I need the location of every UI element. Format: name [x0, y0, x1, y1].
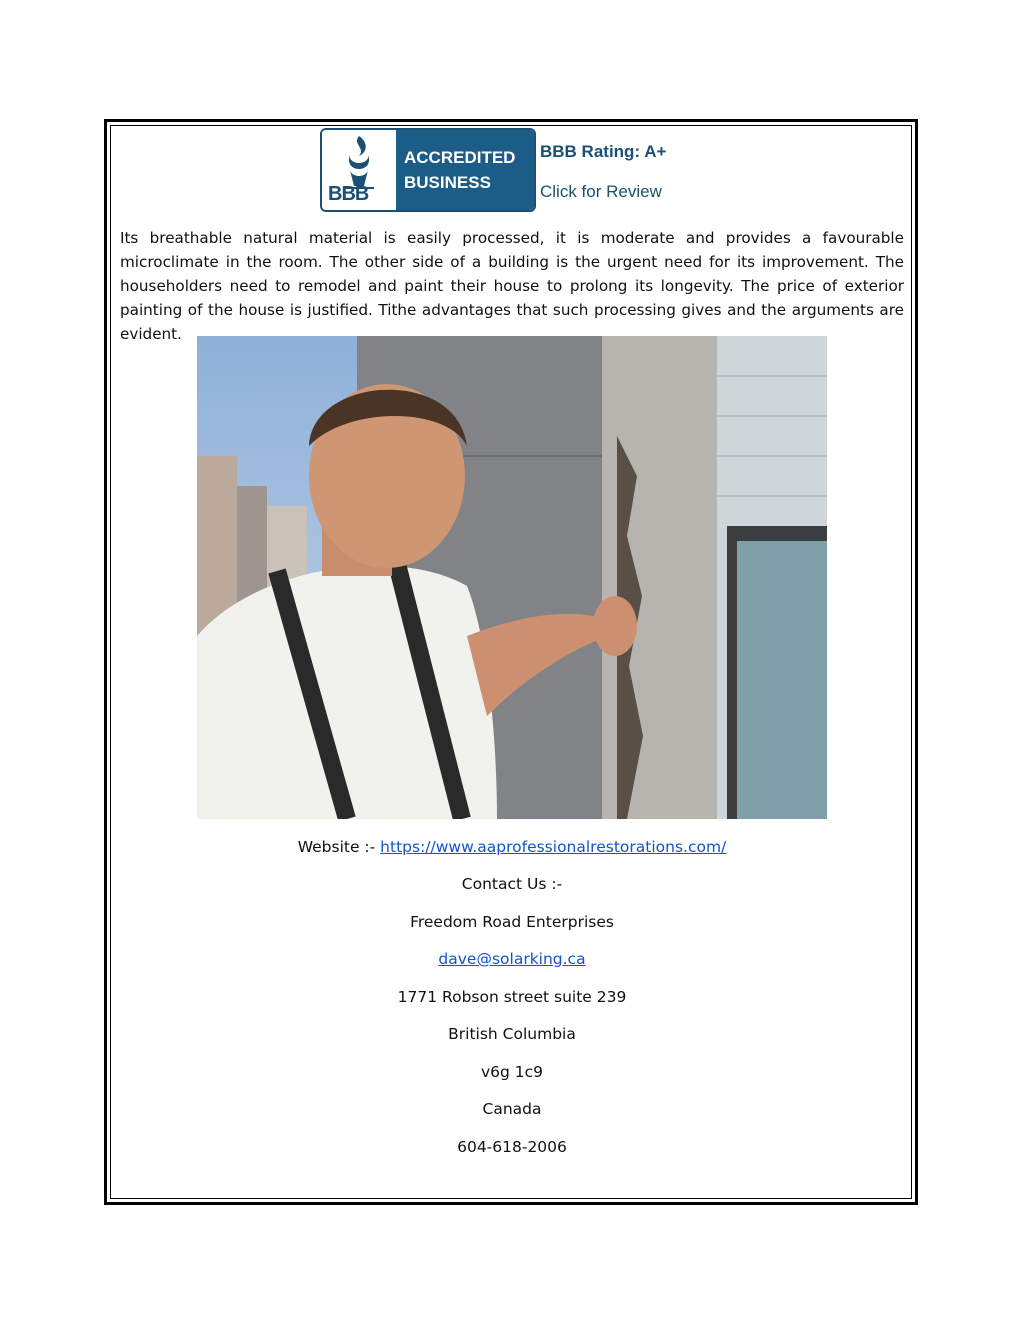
- email-line: [112, 949, 912, 969]
- bbb-logo-text: BBB: [328, 183, 369, 205]
- bbb-torch-logo: [322, 130, 396, 210]
- bbb-accredited-panel: [396, 130, 534, 210]
- bbb-accredited-badge[interactable]: [320, 128, 680, 210]
- postal-code: v6g 1c9: [480, 1063, 544, 1081]
- country: Canada: [482, 1100, 542, 1118]
- phone-number: 604-618-2006: [457, 1138, 567, 1156]
- street-address: 1771 Robson street suite 239: [397, 988, 627, 1006]
- website-label: Website :-: [297, 838, 381, 856]
- bbb-badge-box: [320, 128, 536, 212]
- email-link[interactable]: dave@solarking.ca: [438, 950, 586, 968]
- province: British Columbia: [448, 1025, 576, 1043]
- contact-label: Contact Us :-: [461, 875, 563, 893]
- website-link[interactable]: https://www.aaprofessionalrestorations.com/: [380, 838, 727, 856]
- worker-photo: [197, 336, 827, 819]
- worker-photo-illustration: [197, 336, 827, 819]
- bbb-accredited-label: ACCREDITED: [404, 148, 516, 167]
- bbb-business-label: BUSINESS: [404, 173, 491, 192]
- website-line: [112, 837, 912, 857]
- company-name: Freedom Road Enterprises: [410, 913, 614, 931]
- body-paragraph: Its breathable natural material is easily processed, it is moderate and provides a favourable microclimate in the room. The other side of a building is the urgent need for its improvement. The householders need to remodel and paint their house to prolong its longevity. The price of exterior painting of the house is justified. Tithe advantages that such processing gives and the arguments are evident.: [120, 229, 904, 343]
- bbb-rating: BBB Rating: A+: [540, 142, 667, 161]
- bbb-review-link[interactable]: Click for Review: [540, 182, 662, 201]
